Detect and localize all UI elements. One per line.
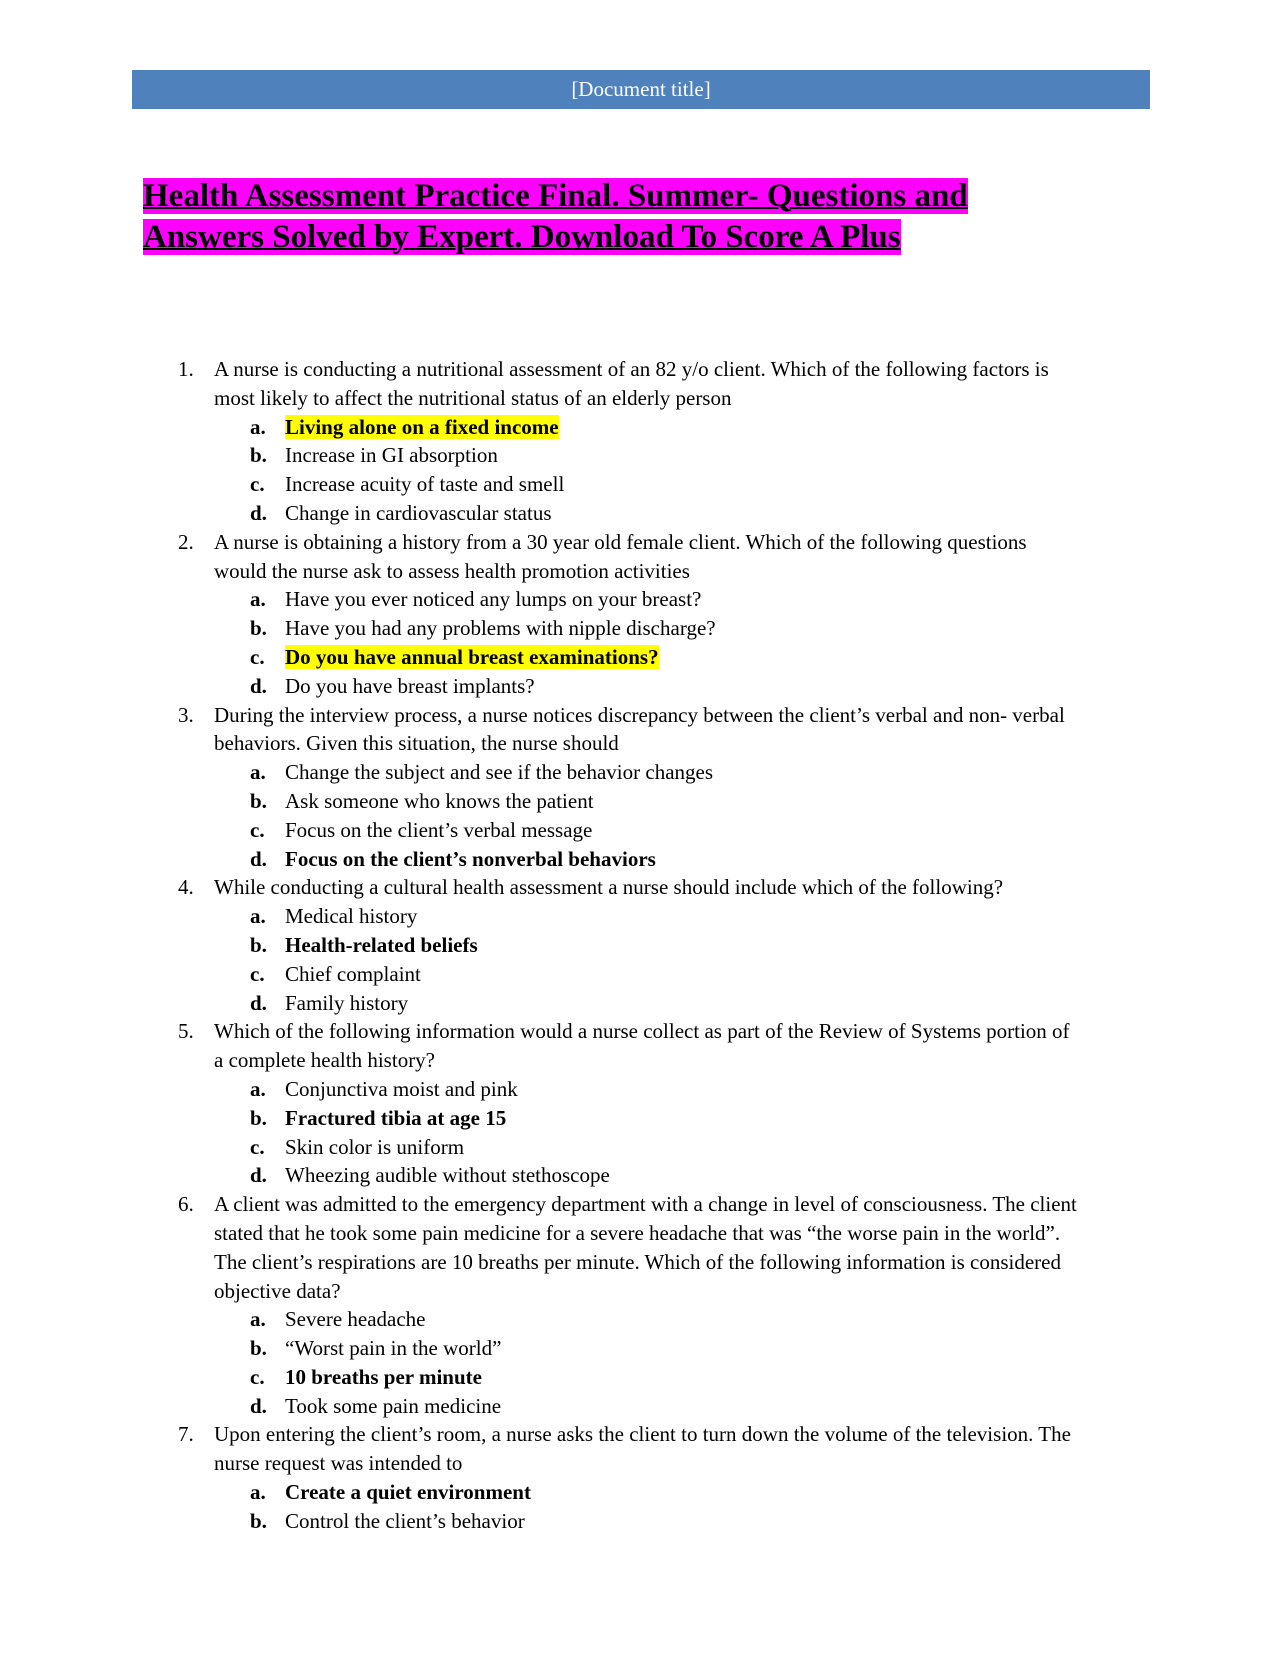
option-letter: c. <box>250 472 265 497</box>
option-letter: c. <box>250 1364 265 1389</box>
answer-option <box>178 1363 1078 1392</box>
question-number: 4. <box>178 875 194 900</box>
question-text: A nurse is conducting a nutritional assessment of an 82 y/o client. Which of the following factors is most likely to affect the nutritional status of an elderly person <box>214 357 1049 410</box>
question <box>178 355 1078 528</box>
answer-option <box>178 845 1078 874</box>
question <box>178 528 1078 701</box>
option-letter: a. <box>250 1307 266 1332</box>
question-list <box>178 355 1078 1536</box>
answer-option <box>178 672 1078 701</box>
option-text: Severe headache <box>285 1307 426 1332</box>
question-text: While conducting a cultural health assessment a nurse should include which of the following? <box>214 875 1004 900</box>
option-text: Medical history <box>285 904 418 929</box>
option-letter: d. <box>250 1163 267 1188</box>
answer-option <box>178 960 1078 989</box>
option-letter: d. <box>250 990 267 1015</box>
option-letter: a. <box>250 1480 266 1505</box>
option-letter: c. <box>250 817 265 842</box>
option-text: Health-related beliefs <box>285 932 478 957</box>
option-text: Conjunctiva moist and pink <box>285 1076 518 1101</box>
answer-option <box>178 585 1078 614</box>
answer-option <box>178 1478 1078 1507</box>
option-text: Do you have annual breast examinations? <box>285 644 659 669</box>
answer-option <box>178 1305 1078 1334</box>
option-letter: a. <box>250 1076 266 1101</box>
option-letter: d. <box>250 500 267 525</box>
option-letter: b. <box>250 1105 267 1130</box>
answer-option <box>178 758 1078 787</box>
answer-option <box>178 499 1078 528</box>
document-title: Health Assessment Practice Final. Summer- Questions and Answers Solved by Expert. Download To Score A Plus <box>143 178 968 255</box>
question-text: A client was admitted to the emergency department with a change in level of consciousness. The client stated that he took some pain medicine for a severe headache that was “the worse pain in the world”. The client’s respirations are 10 breaths per minute. Which of the following information is considered objective data? <box>214 1192 1077 1303</box>
option-letter: d. <box>250 673 267 698</box>
question-text: During the interview process, a nurse notices discrepancy between the client’s verbal and non- verbal behaviors. Given this situation, the nurse should <box>214 702 1065 756</box>
answer-option <box>178 1334 1078 1363</box>
option-text: Have you ever noticed any lumps on your breast? <box>285 587 702 612</box>
option-letter: a. <box>250 760 266 785</box>
option-text: Living alone on a fixed income <box>285 414 559 439</box>
option-text: Fractured tibia at age 15 <box>285 1105 507 1130</box>
answer-option <box>178 614 1078 643</box>
question <box>178 1017 1078 1190</box>
answer-option <box>178 1161 1078 1190</box>
question <box>178 701 1078 874</box>
question-number: 7. <box>178 1422 194 1447</box>
question-number: 6. <box>178 1192 194 1217</box>
question-number: 3. <box>178 702 194 727</box>
answer-option <box>178 989 1078 1018</box>
question <box>178 1190 1078 1420</box>
answer-option <box>178 816 1078 845</box>
option-letter: a. <box>250 904 266 929</box>
option-letter: b. <box>250 1336 267 1361</box>
option-text: Chief complaint <box>285 961 421 986</box>
option-text: Change the subject and see if the behavior changes <box>285 760 714 785</box>
option-text: Focus on the client’s nonverbal behaviors <box>285 846 656 871</box>
document-header <box>132 70 1150 109</box>
option-text: Change in cardiovascular status <box>285 500 552 525</box>
question-text: Upon entering the client’s room, a nurse asks the client to turn down the volume of the television. The nurse request was intended to <box>214 1422 1071 1476</box>
answer-option <box>178 413 1078 442</box>
option-text: Took some pain medicine <box>285 1393 502 1418</box>
answer-option <box>178 470 1078 499</box>
option-letter: b. <box>250 443 267 468</box>
answer-option <box>178 1104 1078 1133</box>
answer-option <box>178 1507 1078 1536</box>
answer-option <box>178 1392 1078 1421</box>
option-letter: c. <box>250 1134 265 1159</box>
option-text: Control the client’s behavior <box>285 1508 525 1533</box>
option-text: Ask someone who knows the patient <box>285 788 594 813</box>
option-text: Increase acuity of taste and smell <box>285 472 565 497</box>
option-text: Do you have breast implants? <box>285 673 535 698</box>
question-number: 1. <box>178 357 194 381</box>
option-letter: b. <box>250 1508 267 1533</box>
question-text: A nurse is obtaining a history from a 30 year old female client. Which of the following questions would the nurse ask to assess health promotion activities <box>214 529 1027 583</box>
answer-option <box>178 787 1078 816</box>
option-letter: b. <box>250 932 267 957</box>
option-text: Wheezing audible without stethoscope <box>285 1163 610 1188</box>
option-letter: a. <box>250 414 266 439</box>
option-text: Skin color is uniform <box>285 1134 465 1159</box>
header-title: [Document title] <box>571 77 711 101</box>
option-text: Increase in GI absorption <box>285 443 498 468</box>
option-letter: d. <box>250 1393 267 1418</box>
option-letter: a. <box>250 587 266 612</box>
answer-option <box>178 441 1078 470</box>
option-letter: b. <box>250 616 267 641</box>
answer-option <box>178 643 1078 672</box>
option-letter: b. <box>250 788 267 813</box>
option-text: Family history <box>285 990 409 1015</box>
option-text: “Worst pain in the world” <box>285 1336 502 1361</box>
option-text: Create a quiet environment <box>285 1480 531 1505</box>
answer-option <box>178 902 1078 931</box>
option-text: 10 breaths per minute <box>285 1364 482 1389</box>
answer-option <box>178 931 1078 960</box>
question <box>178 873 1078 1017</box>
question <box>178 1420 1078 1535</box>
option-letter: c. <box>250 961 265 986</box>
question-text: Which of the following information would a nurse collect as part of the Review of Systems portion of a complete health history? <box>214 1019 1070 1073</box>
answer-option <box>178 1075 1078 1104</box>
option-text: Have you had any problems with nipple discharge? <box>285 616 716 641</box>
question-number: 2. <box>178 529 194 554</box>
option-letter: c. <box>250 644 265 669</box>
question-number: 5. <box>178 1019 194 1044</box>
option-letter: d. <box>250 846 267 871</box>
option-text: Focus on the client’s verbal message <box>285 817 593 842</box>
answer-option <box>178 1133 1078 1162</box>
